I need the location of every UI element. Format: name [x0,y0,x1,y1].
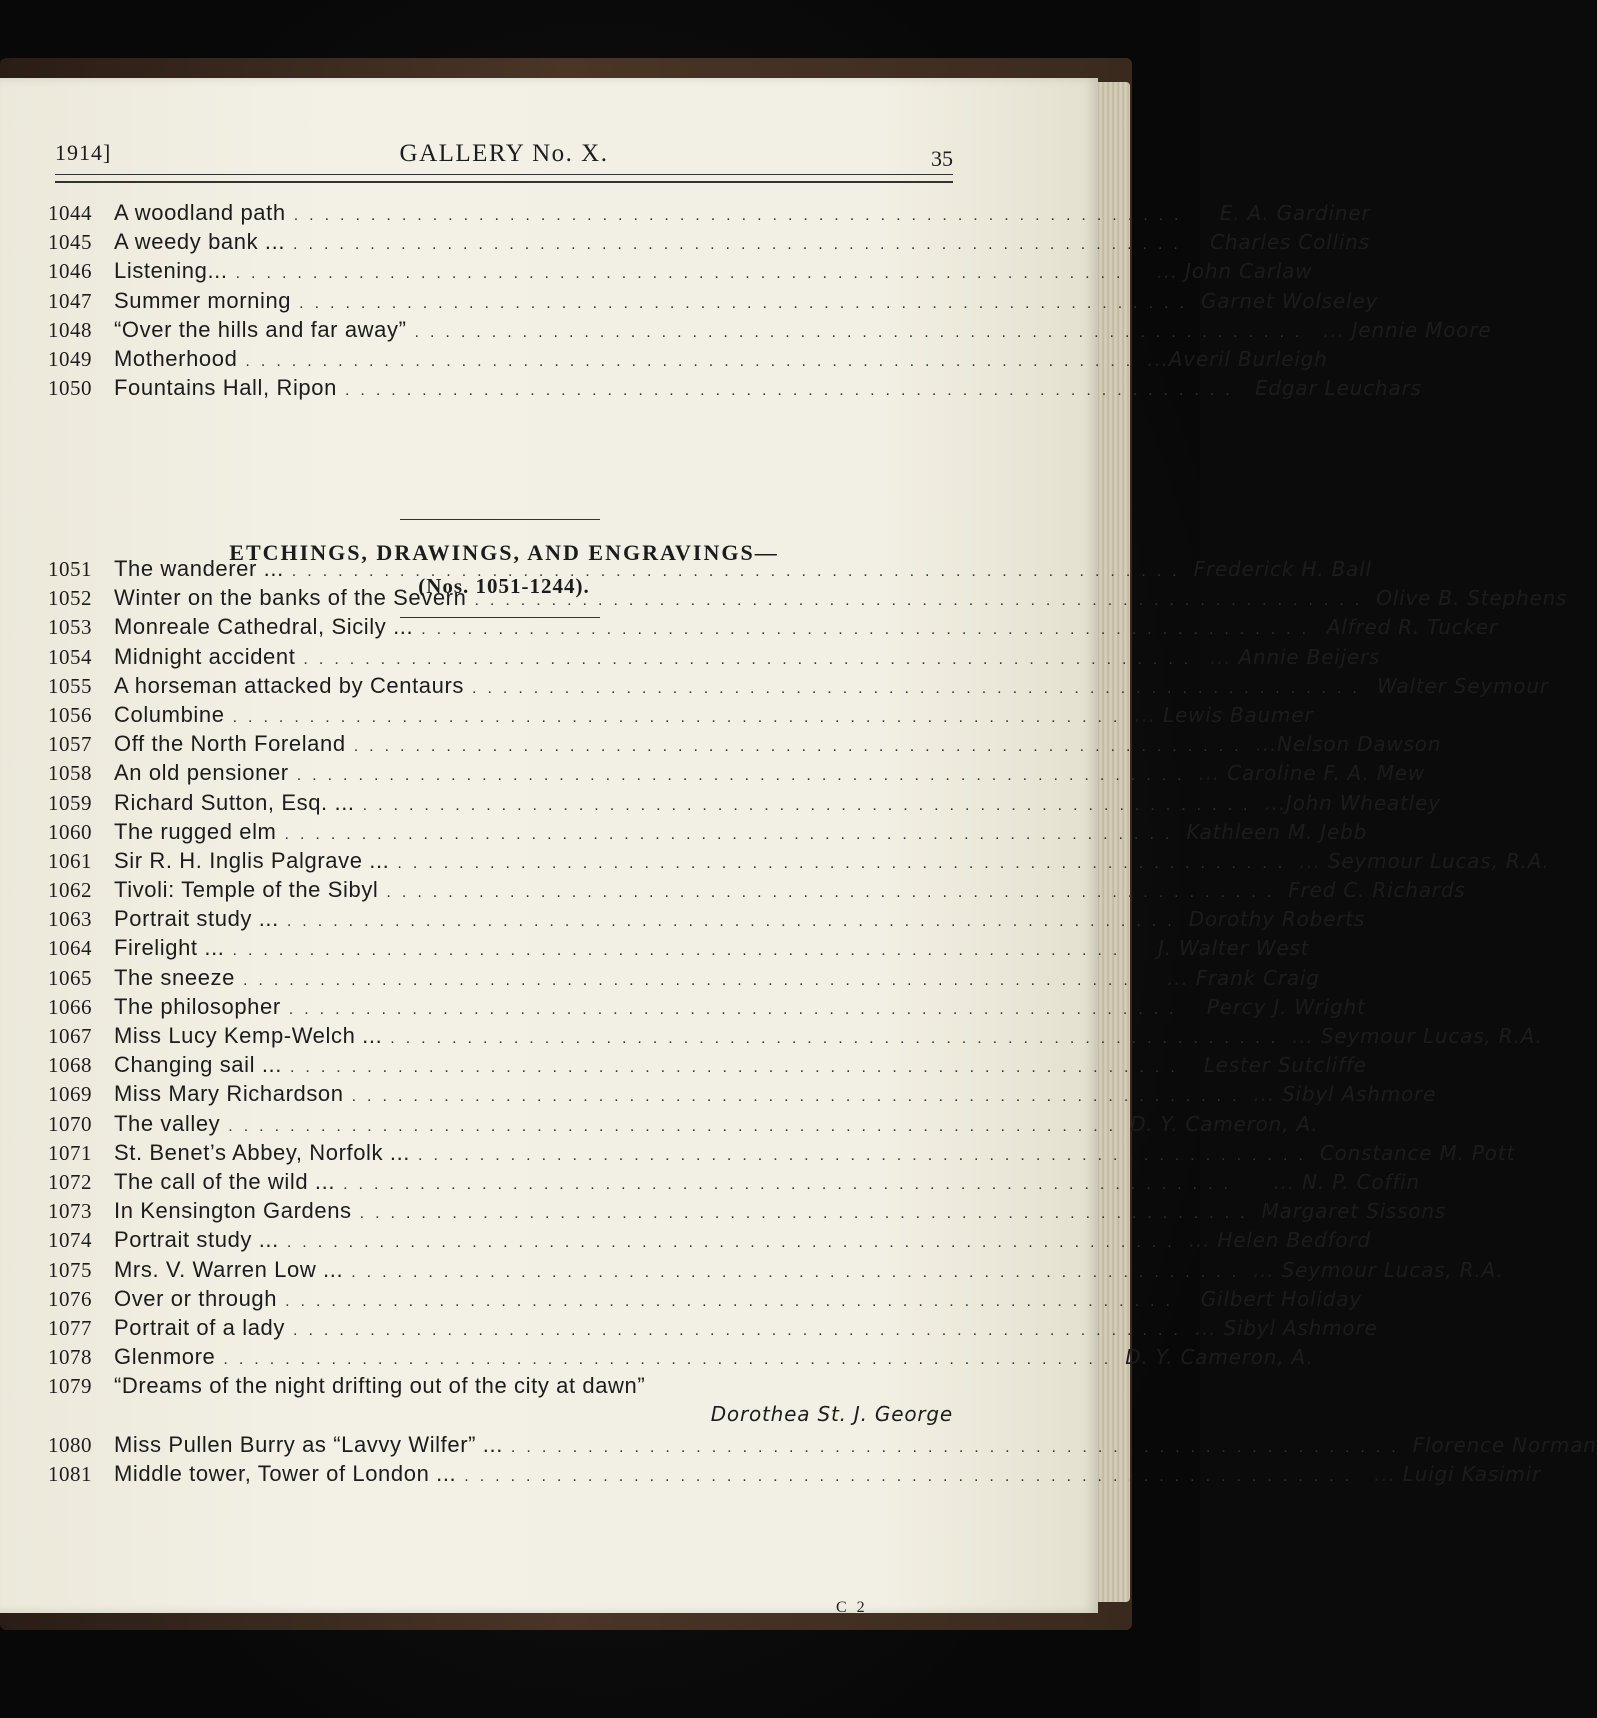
header-page-number: 35 [931,146,953,171]
entry-number: 1054 [48,644,92,669]
catalogue-entry [48,1373,953,1402]
entry-number: 1055 [48,673,92,698]
catalogue-entry [48,993,1366,1023]
dot-leader: .......................................................... [418,1146,1314,1164]
dot-leader: .......................................................... [223,1351,1120,1369]
dot-leader: .......................................................... [351,1088,1248,1106]
dot-leader: .......................................................... [472,679,1368,697]
entry-title: The valley [114,1110,221,1136]
entry-title: “Over the hills and far away” [114,316,407,342]
entry-title: Monreale Cathedral, Sicily ... [114,614,414,640]
entry-title: Midnight accident [114,643,296,669]
entry-number: 1057 [48,732,92,757]
entry-artist: ... Frank Craig [1167,965,1320,990]
entry-number: 1073 [48,1199,92,1224]
entry-title: Mrs. V. Warren Low ... [114,1256,344,1282]
entry-title: Off the North Foreland [114,731,346,757]
entry-artist: ... Lewis Baumer [1134,702,1314,727]
dot-leader: .......................................................... [362,796,1259,814]
entry-title: Miss Mary Richardson [114,1081,344,1107]
entry-number: 1072 [48,1169,92,1194]
catalogue-entry [48,556,1372,585]
entry-title: Portrait study ... [114,1227,279,1253]
catalogue-entry [48,964,1320,994]
entries-top-list [48,200,1492,404]
catalogue-entry [48,1344,1314,1373]
catalogue-entry [48,935,1310,964]
entry-artist: Lester Sutcliffe [1203,1053,1367,1078]
entry-number: 1062 [48,878,92,903]
dot-leader: .......................................................... [289,1059,1186,1077]
catalogue-entry [48,1314,1378,1344]
catalogue-entry [48,1198,1447,1227]
entry-number: 1067 [48,1024,92,1048]
catalogue-entry-continued [48,1402,953,1431]
entry-title: “Dreams of the night drifting out of the city at dawn” [114,1373,646,1399]
entry-artist: Olive B. Stephens [1376,586,1568,611]
entry-number: 1065 [48,965,92,990]
entry-title: The sneeze [114,964,235,990]
dot-leader: .......................................................... [474,592,1371,610]
entry-number: 1051 [48,557,92,581]
entry-artist: Edgar Leuchars [1255,376,1422,401]
catalogue-entry [48,1081,1437,1110]
entry-artist: ...John Wheatley [1264,790,1441,815]
entry-number: 1052 [48,586,92,611]
entry-title: A weedy bank ... [114,229,286,255]
entry-artist: ... Seymour Lucas, R.A. [1253,1257,1504,1282]
section-number-range: (Nos. 1051-1244). [418,574,590,598]
entry-number: 1047 [48,288,92,313]
entry-title: St. Benet’s Abbey, Norfolk ... [114,1139,410,1165]
catalogue-entry [48,906,1366,935]
entry-title: Tivoli: Temple of the Sibyl [114,877,379,903]
catalogue-entry [48,818,1368,848]
entry-artist: Constance M. Pott [1319,1140,1516,1165]
entry-artist: D. Y. Cameron, A. [1125,1345,1314,1370]
catalogue-entry [48,789,1441,819]
entry-number: 1080 [48,1432,92,1457]
entry-artist: Dorothy Roberts [1188,907,1366,932]
entry-artist: ... John Carlaw [1156,259,1313,284]
dot-leader: .......................................................... [464,1467,1361,1485]
entry-artist: ... Sibyl Ashmore [1253,1082,1437,1107]
dot-leader: .......................................................... [351,1263,1248,1281]
catalogue-entry [48,229,1370,258]
header-rule [55,174,953,183]
entry-number: 1068 [48,1053,92,1078]
entry-title: A woodland path [114,200,286,225]
entry-artist: ...Nelson Dawson [1255,732,1442,757]
entry-artist: Fred C. Richards [1288,878,1466,903]
entry-artist: ... Annie Beijers [1209,644,1381,669]
dot-leader: .......................................................... [353,738,1250,756]
dot-leader: .......................................................... [421,621,1318,639]
entry-artist: Margaret Sissons [1261,1199,1447,1224]
catalogue-entry [48,643,1381,673]
dot-leader: .......................................................... [296,767,1193,785]
entry-artist: Florence Norman [1412,1432,1597,1457]
entry-title: Over or through [114,1285,278,1311]
catalogue-entry [48,1431,1597,1461]
catalogue-entry [48,375,1422,404]
entry-title: A horseman attacked by Centaurs [114,672,465,698]
entry-artist: Dorothea St. J. George [710,1402,953,1427]
entry-number: 1066 [48,994,92,1019]
dot-leader: .......................................................... [291,563,1188,580]
catalogue-entry [48,1227,1371,1256]
entry-number: 1044 [48,201,92,225]
entry-number: 1079 [48,1374,92,1399]
dot-leader: .......................................................... [299,294,1195,312]
catalogue-entry [48,1139,1516,1169]
entry-title: Portrait of a lady [114,1314,285,1340]
catalogue-entry [48,1256,1504,1286]
entry-title: An old pensioner [114,760,289,786]
entry-artist: ... Seymour Lucas, R.A. [1299,848,1550,873]
catalogue-entry [48,1023,1543,1052]
entry-number: 1064 [48,936,92,961]
entry-artist: ... Jennie Moore [1323,317,1492,342]
catalogue-entry [48,316,1492,346]
catalogue-entry [48,701,1314,731]
entry-title: Portrait study ... [114,906,279,932]
entry-number: 1046 [48,259,92,284]
entry-number: 1050 [48,376,92,401]
catalogue-entry [48,287,1379,317]
section-heading: ETCHINGS, DRAWINGS, AND ENGRAVINGS— [229,540,779,565]
entry-artist: Kathleen M. Jebb [1186,819,1368,844]
entry-number: 1045 [48,230,92,255]
entry-title: Summer morning [114,287,292,313]
entry-number: 1048 [48,317,92,342]
catalogue-entry [48,1285,1362,1315]
entry-artist: Frederick H. Ball [1193,557,1372,581]
entry-number: 1078 [48,1345,92,1370]
catalogue-entry [48,877,1466,906]
dot-leader: .......................................................... [397,854,1294,872]
catalogue-page [0,78,1597,1616]
entry-number: 1056 [48,702,92,727]
dot-leader: .......................................................... [390,1030,1287,1047]
entry-title: Listening... [114,258,228,284]
entry-title: Firelight ... [114,935,225,961]
entry-artist: Walter Seymour [1376,673,1549,698]
entry-artist: ... Seymour Lucas, R.A. [1292,1024,1543,1048]
entry-title: Changing sail ... [114,1052,282,1078]
catalogue-entry [48,1460,1542,1490]
entry-artist: ... Sibyl Ashmore [1194,1315,1378,1340]
entries-main-list [48,556,1597,1490]
dot-leader: .......................................................... [343,1175,1239,1193]
section-rule-top [400,519,600,520]
entry-number: 1053 [48,615,92,640]
entry-number: 1081 [48,1461,92,1486]
entry-title: The wanderer ... [114,556,284,581]
entry-title: Columbine [114,701,225,727]
entry-artist: D. Y. Cameron, A. [1130,1111,1319,1136]
dot-leader: .......................................................... [286,1234,1183,1252]
entry-number: 1071 [48,1140,92,1165]
entry-title: Winter on the banks of the Severn [114,585,467,611]
entry-artist: Gilbert Holiday [1200,1286,1362,1311]
catalogue-entry [48,1052,1367,1081]
dot-leader: .......................................................... [232,942,1129,960]
entry-artist: Charles Collins [1210,230,1370,255]
entry-number: 1063 [48,907,92,932]
entry-artist: ...Averil Burleigh [1147,346,1328,371]
entry-artist: Percy J. Wright [1206,994,1366,1019]
dot-leader: .......................................................... [242,971,1139,989]
entry-title: Sir R. H. Inglis Palgrave ... [114,847,390,873]
entry-artist: Alfred R. Tucker [1326,615,1499,640]
catalogue-entry [48,731,1442,760]
dot-leader: .......................................................... [510,1438,1407,1456]
dot-leader: .......................................................... [285,1292,1181,1310]
entry-number: 1061 [48,848,92,873]
entry-number: 1074 [48,1228,92,1253]
header-gallery-title: GALLERY No. X. [399,140,609,167]
dot-leader: .......................................................... [386,884,1283,902]
entry-number: 1049 [48,346,92,371]
entry-artist: Garnet Wolseley [1200,288,1379,313]
entry-title: Fountains Hall, Ripon [114,375,337,401]
dot-leader: .......................................................... [293,236,1189,254]
dot-leader: .......................................................... [235,265,1132,283]
dot-leader: .......................................................... [359,1205,1256,1223]
entry-title: Richard Sutton, Esq. ... [114,789,355,815]
entry-title: Motherhood [114,345,238,371]
dot-leader: .......................................................... [286,913,1183,931]
entry-number: 1069 [48,1082,92,1107]
dot-leader: .......................................................... [344,382,1241,400]
catalogue-entry [48,614,1499,643]
entry-artist: ... N. P. Coffin [1273,1169,1420,1194]
entry-number: 1076 [48,1286,92,1311]
entry-title: The philosopher [114,993,281,1019]
entry-artist: ... Luigi Kasimir [1374,1461,1542,1486]
catalogue-entry [48,585,1568,614]
entry-title: In Kensington Gardens [114,1198,352,1224]
entry-title: Middle tower, Tower of London ... [114,1460,457,1486]
catalogue-entry [48,1168,1420,1198]
entry-number: 1075 [48,1257,92,1282]
entry-artist: E. A. Gardiner [1219,201,1371,225]
catalogue-entry [48,847,1550,877]
entry-title: Glenmore [114,1344,216,1370]
dot-leader: .......................................................... [293,1321,1189,1339]
dot-leader: .......................................................... [245,352,1142,370]
entry-number: 1077 [48,1315,92,1340]
catalogue-entry [48,760,1426,789]
catalogue-entry [48,1110,1319,1140]
dot-leader: .......................................................... [232,708,1129,726]
entry-title: Miss Lucy Kemp-Welch ... [114,1023,383,1048]
entry-number: 1070 [48,1111,92,1136]
entry-artist: ... Helen Bedford [1188,1228,1371,1253]
entry-number: 1059 [48,790,92,815]
entry-artist: J. Walter West [1157,936,1310,961]
dot-leader: .......................................................... [303,650,1200,668]
signature-mark: C 2 [836,1599,868,1616]
entry-number: 1058 [48,761,92,786]
dot-leader: .......................................................... [414,323,1311,341]
entry-title: Miss Pullen Burry as “Lavvy Wilfer” ... [114,1431,503,1457]
entry-artist: ... Caroline F. A. Mew [1198,761,1426,786]
entry-title: The call of the wild ... [114,1168,336,1194]
dot-leader: .......................................................... [293,207,1190,224]
dot-leader: .......................................................... [284,825,1181,843]
entry-title: The rugged elm [114,818,277,844]
catalogue-entry [48,672,1549,702]
catalogue-entry [48,200,1371,229]
catalogue-entry [48,258,1313,287]
entry-number: 1060 [48,819,92,844]
header-year: 1914] [55,140,112,165]
dot-leader: .......................................................... [228,1117,1125,1135]
dot-leader: .......................................................... [288,1000,1185,1018]
catalogue-entry [48,345,1328,375]
